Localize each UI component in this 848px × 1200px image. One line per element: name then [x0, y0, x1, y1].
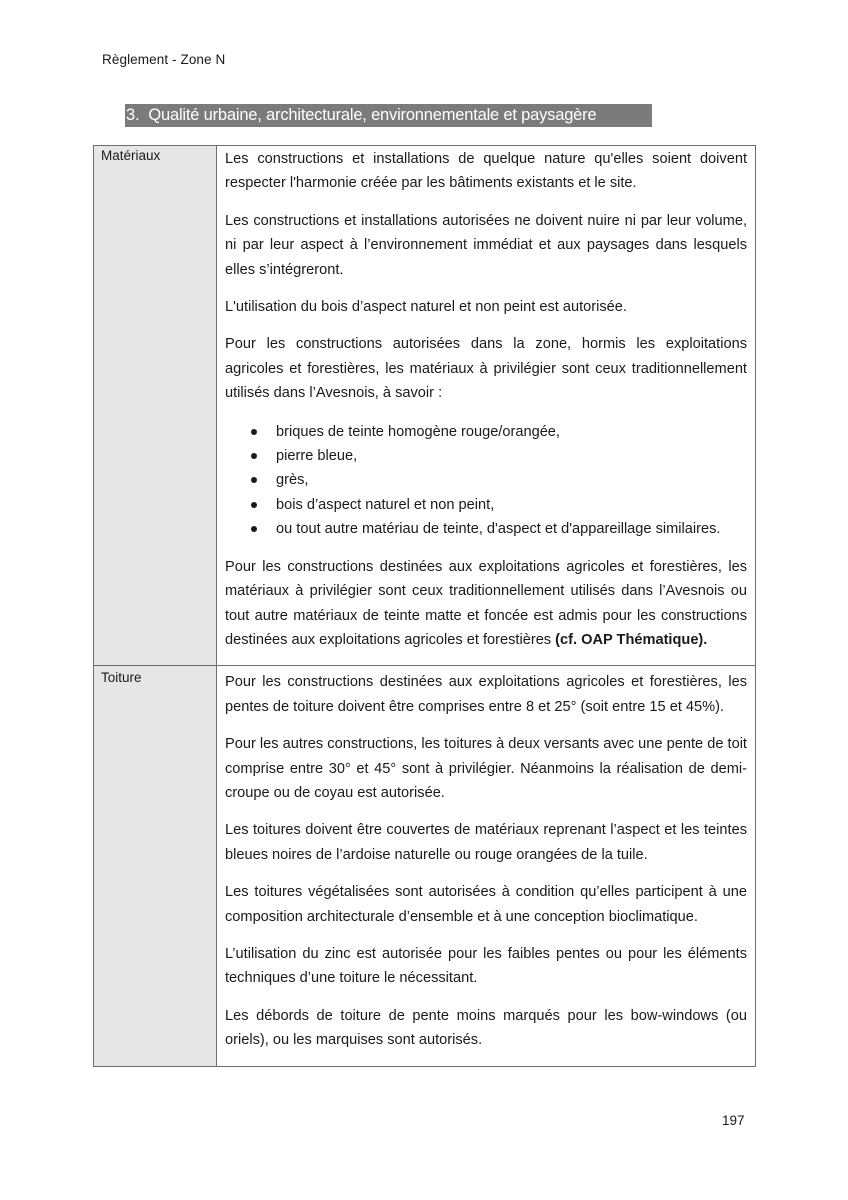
paragraph: Pour les autres constructions, les toitures à deux versants avec une pente de toit comprise entre 30° et 45° sont à privilégier. Néanmoins la réalisation de demi-croupe ou de coyau est autorisée. — [225, 736, 747, 801]
list-item — [251, 444, 747, 468]
bullet-icon — [251, 453, 257, 459]
list-item — [251, 517, 747, 541]
section-title-bar — [125, 104, 652, 127]
paragraph: L’utilisation du zinc est autorisée pour les faibles pentes ou pour les éléments techniques d’une toiture le nécessitant. — [225, 945, 747, 987]
row-content-toiture — [217, 666, 756, 1066]
paragraph: Pour les constructions autorisées dans la zone, hormis les exploitations agricoles et forestières, les matériaux à privilégier sont ceux traditionnellement utilisés dans l’Avesnois, à savoir : — [225, 336, 747, 402]
list-item-text: grès, — [276, 472, 309, 489]
table-row-materiaux — [94, 146, 756, 666]
paragraph: Les constructions et installations de quelque nature qu'elles soient doivent respecter l'harmonie créée par les bâtiments existants et le site. — [225, 151, 747, 192]
bullet-icon — [251, 477, 257, 483]
bullet-icon — [251, 526, 257, 532]
section-title: Qualité urbaine, architecturale, environnementale et paysagère — [148, 106, 597, 124]
list-item-text: ou tout autre matériau de teinte, d'aspect et d'appareillage similaires. — [276, 521, 721, 538]
section-number: 3. — [126, 106, 140, 124]
list-item — [251, 493, 747, 517]
running-header: Règlement - Zone N — [102, 52, 226, 67]
row-label-toiture: Toiture — [94, 666, 217, 1066]
row-content-materiaux — [217, 146, 756, 666]
oap-reference: (cf. OAP Thématique). — [555, 631, 708, 648]
row-label-materiaux: Matériaux — [94, 146, 217, 666]
paragraph: L'utilisation du bois d’aspect naturel et non peint est autorisée. — [225, 299, 627, 316]
list-item-text: briques de teinte homogène rouge/orangée, — [276, 423, 560, 440]
paragraph: Pour les constructions destinées aux exploitations agricoles et forestières, les pentes de toiture doivent être comprises entre 8 et 25° (soit entre 15 et 45%). — [225, 674, 747, 715]
list-item — [251, 420, 747, 444]
table-row-toiture — [94, 666, 756, 1066]
list-item — [251, 468, 747, 492]
materials-bullet-list — [225, 420, 747, 542]
paragraph: Les constructions et installations autorisées ne doivent nuire ni par leur volume, ni par leur aspect à l’environnement immédiat et aux paysages dans lesquels elles s’intégreront. — [225, 212, 747, 278]
paragraph — [225, 555, 747, 653]
paragraph: Les débords de toiture de pente moins marqués pour les bow-windows (ou oriels), ou les marquises sont autorisés. — [225, 1007, 747, 1049]
paragraph: Les toitures doivent être couvertes de matériaux reprenant l’aspect et les teintes bleues noires de l’ardoise naturelle ou rouge orangées de la tuile. — [225, 822, 747, 863]
bullet-icon — [251, 429, 257, 435]
bullet-icon — [251, 502, 257, 508]
rules-table — [93, 145, 756, 1067]
list-item-text: pierre bleue, — [276, 448, 358, 465]
paragraph: Les toitures végétalisées sont autorisées à condition qu’elles participent à une composition architecturale d’ensemble et à une conception bioclimatique. — [225, 884, 747, 925]
paragraph-text: Pour les constructions destinées aux exploitations agricoles et forestières, les matériaux à privilégier sont ceux traditionnellement utilisés dans l’Avesnois ou tout autre matériaux de teinte matte et foncée est admis pour les constructions destinées aux exploitations agricoles et forestières — [225, 558, 747, 648]
page-number: 197 — [722, 1113, 745, 1128]
list-item-text: bois d’aspect naturel et non peint, — [276, 496, 495, 513]
